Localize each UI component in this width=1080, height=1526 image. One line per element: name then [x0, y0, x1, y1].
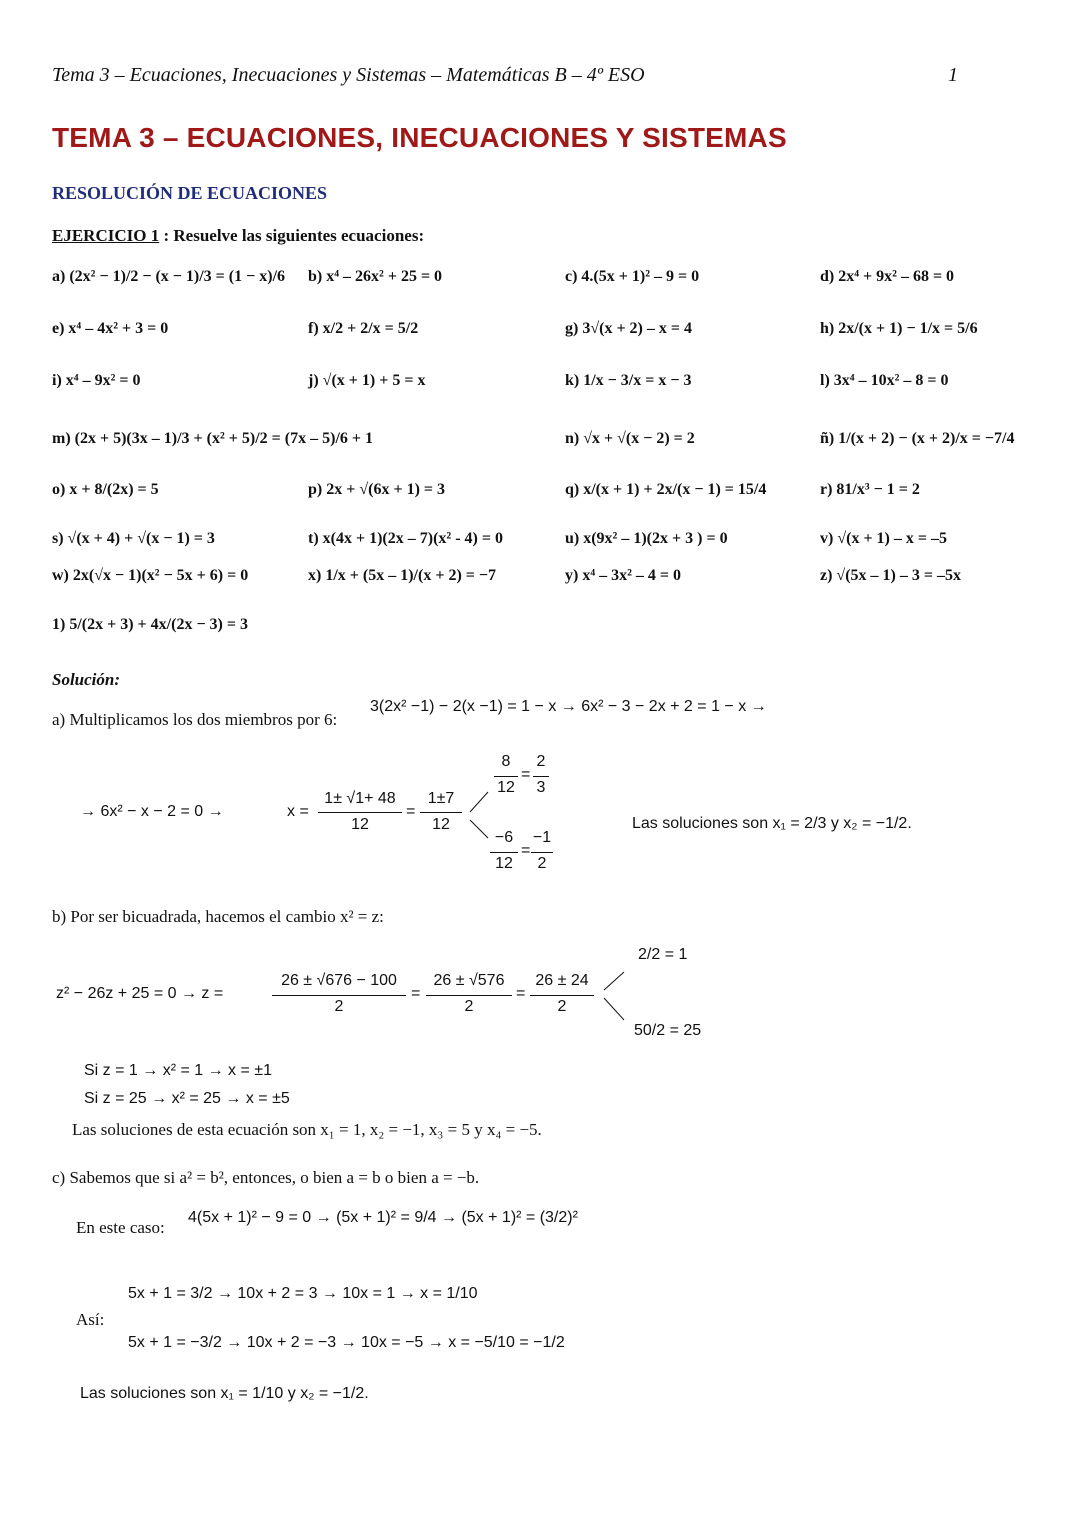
- sol-b-branch-up: 2/2 = 1: [638, 946, 688, 963]
- equation-r: r) 81/x³ − 1 = 2: [820, 481, 920, 498]
- sol-a-br-up-num: 8: [501, 753, 511, 770]
- sol-b-frac1-den: 2: [334, 998, 344, 1015]
- equation-f: f) x/2 + 2/x = 5/2: [308, 320, 419, 337]
- sol-a-br-up-rnum: 2: [536, 753, 546, 770]
- fraction-bar: [533, 776, 549, 777]
- equals-sign: =: [521, 842, 531, 859]
- sol-b-eq: z² − 26z + 25 = 0 → z =: [56, 985, 224, 1002]
- fraction-bar: [530, 995, 594, 996]
- fraction-bar: [494, 776, 518, 777]
- sol-c-line1: 5x + 1 = 3/2 → 10x + 2 = 3 → 10x = 1 → x = 1/10: [128, 1285, 478, 1302]
- branch-lines: [600, 966, 630, 1026]
- sol-b-frac3-num: 26 ± 24: [535, 972, 589, 989]
- sol-b-frac1-num: 26 ± √676 − 100: [281, 972, 397, 989]
- sol-c-line2: 5x + 1 = −3/2 → 10x + 2 = −3 → 10x = −5 → x = −5/10 = −1/2: [128, 1334, 565, 1351]
- fraction-bar: [420, 812, 462, 813]
- sol-b-frac2-den: 2: [464, 998, 474, 1015]
- exercise-instruction: : Resuelve las siguientes ecuaciones:: [159, 226, 425, 245]
- equation-enye: ñ) 1/(x + 2) − (x + 2)/x = −7/4: [820, 430, 1015, 447]
- solution-label: Solución:: [52, 670, 121, 689]
- equation-p: p) 2x + √(6x + 1) = 3: [308, 481, 446, 498]
- sol-a-br-dn-rden: 2: [537, 855, 547, 872]
- sol-c-result: Las soluciones son x₁ = 1/10 y x₂ = −1/2.: [80, 1385, 369, 1402]
- equation-y: y) x⁴ – 3x² – 4 = 0: [565, 567, 682, 584]
- sol-b-branch-down: 50/2 = 25: [634, 1022, 702, 1039]
- equation-g: g) 3√(x + 2) – x = 4: [565, 320, 692, 337]
- running-header: Tema 3 – Ecuaciones, Inecuaciones y Sistemas – Matemáticas B – 4º ESO: [52, 64, 645, 86]
- equation-u: u) x(9x² – 1)(2x + 3 ) = 0: [565, 530, 728, 547]
- equation-s: s) √(x + 4) + √(x − 1) = 3: [52, 530, 215, 547]
- equation-t: t) x(4x + 1)(2x – 7)(x² - 4) = 0: [308, 530, 503, 547]
- sol-b-result: Las soluciones de esta ecuación son x₁ = 1, x₂ = −1, x₃ = 5 y x₄ = −5.: [72, 1120, 542, 1139]
- sol-a-br-up-den: 12: [497, 779, 515, 796]
- sol-a-frac2-num: 1±7: [427, 790, 455, 807]
- equals-sign: =: [521, 766, 531, 783]
- exercise-label: EJERCICIO 1: [52, 226, 160, 245]
- main-title: TEMA 3 – ECUACIONES, INECUACIONES Y SISTEMAS: [52, 122, 787, 153]
- equation-h: h) 2x/(x + 1) − 1/x = 5/6: [820, 320, 978, 337]
- sol-a-frac2-den: 12: [432, 816, 450, 833]
- equation-z: z) √(5x – 1) – 3 = –5x: [820, 567, 961, 584]
- fraction-bar: [426, 995, 512, 996]
- equation-k: k) 1/x − 3/x = x − 3: [565, 372, 692, 389]
- sol-a-frac1-den: 12: [351, 816, 369, 833]
- equation-x: x) 1/x + (5x – 1)/(x + 2) = −7: [308, 567, 496, 584]
- equation-q: q) x/(x + 1) + 2x/(x − 1) = 15/4: [565, 481, 767, 498]
- sol-c-asi: Así:: [76, 1310, 105, 1329]
- fraction-bar: [531, 852, 553, 853]
- equation-j: j) √(x + 1) + 5 = x: [308, 372, 426, 389]
- fraction-bar: [272, 995, 406, 996]
- equation-1: 1) 5/(2x + 3) + 4x/(2x − 3) = 3: [52, 616, 248, 633]
- exercise-heading: [52, 226, 424, 246]
- equation-n: n) √x + √(x − 2) = 2: [565, 430, 695, 447]
- equation-o: o) x + 8/(2x) = 5: [52, 481, 159, 498]
- equation-e: e) x⁴ – 4x² + 3 = 0: [52, 320, 169, 337]
- sol-a-frac1-num: 1± √1+ 48: [324, 790, 396, 807]
- sol-b-frac3-den: 2: [557, 998, 567, 1015]
- equals-sign: =: [406, 803, 416, 820]
- equation-m: m) (2x + 5)(3x – 1)/3 + (x² + 5)/2 = (7x – 5)/6 + 1: [52, 430, 373, 447]
- sol-a-x-eq: x =: [287, 803, 309, 820]
- sol-a-br-up-rden: 3: [536, 779, 546, 796]
- fraction-bar: [318, 812, 402, 813]
- equation-a: a) (2x² − 1)/2 − (x − 1)/3 = (1 − x)/6: [52, 268, 286, 285]
- sol-a-intro: a) Multiplicamos los dos miembros por 6:: [52, 710, 338, 729]
- equation-c: c) 4.(5x + 1)² – 9 = 0: [565, 268, 700, 285]
- sol-a-br-dn-den: 12: [495, 855, 513, 872]
- page-number: 1: [948, 64, 958, 86]
- equals-sign: =: [411, 985, 421, 1002]
- sol-b-frac2-num: 26 ± √576: [433, 972, 505, 989]
- sol-b-case2: Si z = 25 → x² = 25 → x = ±5: [84, 1090, 290, 1107]
- equation-i: i) x⁴ – 9x² = 0: [52, 372, 141, 389]
- equation-d: d) 2x⁴ + 9x² – 68 = 0: [820, 268, 955, 285]
- sol-a-step1: 3(2x² −1) − 2(x −1) = 1 − x → 6x² − 3 − 2x + 2 = 1 − x →: [370, 698, 767, 715]
- equals-sign: =: [516, 985, 526, 1002]
- sol-c-intro: c) Sabemos que si a² = b², entonces, o bien a = b o bien a = −b.: [52, 1168, 480, 1187]
- equation-l: l) 3x⁴ – 10x² – 8 = 0: [820, 372, 949, 389]
- sol-a-br-dn-rnum: −1: [532, 829, 552, 846]
- equation-b: b) x⁴ – 26x² + 25 = 0: [308, 268, 443, 285]
- sol-a-result: Las soluciones son x₁ = 2/3 y x₂ = −1/2.: [632, 815, 912, 832]
- sol-c-eq: 4(5x + 1)² − 9 = 0 → (5x + 1)² = 9/4 → (5x + 1)² = (3/2)²: [188, 1209, 578, 1226]
- sol-a-br-dn-num: −6: [494, 829, 514, 846]
- sol-c-case-label: En este caso:: [76, 1218, 165, 1237]
- equation-w: w) 2x(√x − 1)(x² − 5x + 6) = 0: [52, 567, 249, 584]
- fraction-bar: [490, 852, 518, 853]
- section-title: RESOLUCIÓN DE ECUACIONES: [52, 183, 328, 203]
- equation-v: v) √(x + 1) – x = –5: [820, 530, 947, 547]
- sol-b-case1: Si z = 1 → x² = 1 → x = ±1: [84, 1062, 272, 1079]
- sol-a-step2: → 6x² − x − 2 = 0 →: [80, 803, 224, 820]
- sol-b-intro: b) Por ser bicuadrada, hacemos el cambio x² = z:: [52, 907, 384, 926]
